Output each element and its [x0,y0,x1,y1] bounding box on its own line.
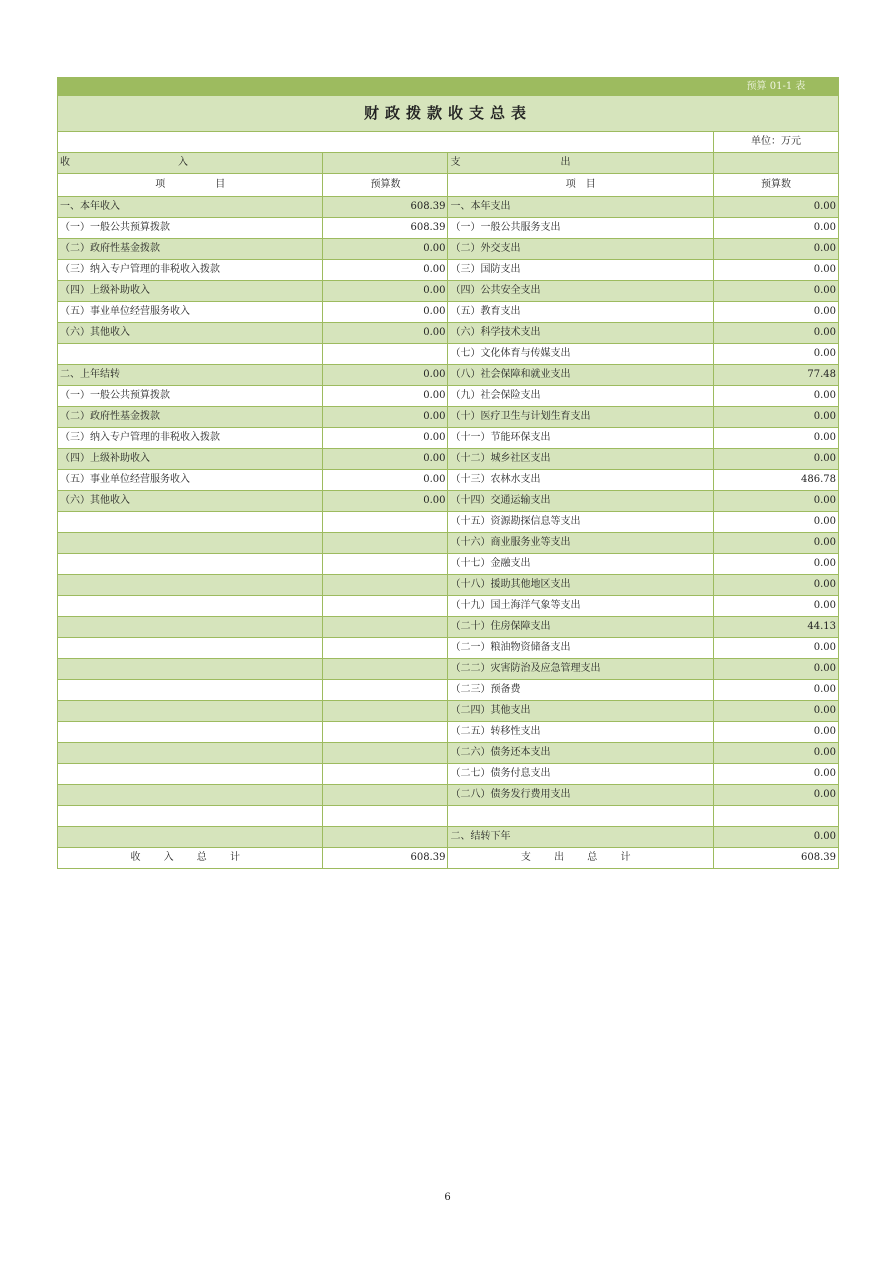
table-row [58,659,839,680]
income-item [58,344,323,365]
income-value: 608.39 [323,197,448,218]
income-value: 0.00 [323,428,448,449]
table-row [58,428,839,449]
expense-item: （二十）住房保障支出 [448,617,713,638]
table-row [58,218,839,239]
income-item [58,554,323,575]
income-value: 0.00 [323,365,448,386]
income-value [323,344,448,365]
expense-item: （十四）交通运输支出 [448,491,713,512]
expense-item: （二二）灾害防治及应急管理支出 [448,659,713,680]
income-item [58,659,323,680]
expense-item [448,806,713,827]
expense-item: （二七）债务付息支出 [448,764,713,785]
income-item [58,827,323,848]
table-row [58,407,839,428]
col-budget-expense: 预算数 [713,174,838,197]
table-row [58,344,839,365]
expense-value: 0.00 [713,302,838,323]
income-value [323,827,448,848]
expense-value: 0.00 [713,659,838,680]
income-item: （五）事业单位经营服务收入 [58,302,323,323]
table-row [58,197,839,218]
total-expense-value: 608.39 [713,848,838,869]
section-expense-header: 支 出 [448,153,713,174]
title-row [58,96,839,132]
expense-value: 77.48 [713,365,838,386]
income-value [323,638,448,659]
col-budget-income: 预算数 [323,174,448,197]
income-item: 一、本年收入 [58,197,323,218]
income-item [58,701,323,722]
expense-item: （十二）城乡社区支出 [448,449,713,470]
expense-item: （十九）国土海洋气象等支出 [448,596,713,617]
table-row [58,701,839,722]
expense-item: （二八）债务发行费用支出 [448,785,713,806]
table-title: 财政拨款收支总表 [58,96,839,132]
table-row [58,806,839,827]
income-item: （六）其他收入 [58,323,323,344]
table-row [58,239,839,260]
expense-value: 0.00 [713,260,838,281]
expense-value: 0.00 [713,239,838,260]
expense-item: （七）文化体育与传媒支出 [448,344,713,365]
income-value: 0.00 [323,407,448,428]
income-value [323,785,448,806]
expense-value: 0.00 [713,764,838,785]
section-header-row [58,153,839,174]
expense-item: （六）科学技术支出 [448,323,713,344]
income-value: 0.00 [323,491,448,512]
expense-item: 二、结转下年 [448,827,713,848]
income-value: 0.00 [323,449,448,470]
income-item: 二、上年结转 [58,365,323,386]
unit-row [58,132,839,153]
table-row [58,785,839,806]
income-item [58,680,323,701]
expense-item: （三）国防支出 [448,260,713,281]
income-item: （六）其他收入 [58,491,323,512]
expense-value: 0.00 [713,344,838,365]
income-item [58,806,323,827]
total-income-label: 收 入 总 计 [58,848,323,869]
expense-value: 0.00 [713,428,838,449]
table-row [58,764,839,785]
income-item: （四）上级补助收入 [58,281,323,302]
section-income-header: 收 入 [58,153,323,174]
income-item [58,638,323,659]
table-code-row [58,78,839,96]
table-code: 预算 01-1 表 [713,78,838,96]
expense-item: （二三）预备费 [448,680,713,701]
expense-value: 0.00 [713,575,838,596]
income-value [323,680,448,701]
budget-summary-table [57,77,839,869]
total-row [58,848,839,869]
table-row [58,554,839,575]
income-value [323,722,448,743]
table-row [58,260,839,281]
col-item-expense: 项 目 [448,174,713,197]
income-item: （三）纳入专户管理的非税收入拨款 [58,260,323,281]
income-value [323,743,448,764]
expense-item: （十）医疗卫生与计划生育支出 [448,407,713,428]
income-item [58,722,323,743]
income-item: （一）一般公共预算拨款 [58,218,323,239]
expense-value: 0.00 [713,554,838,575]
expense-item: （四）公共安全支出 [448,281,713,302]
expense-item: （十七）金融支出 [448,554,713,575]
expense-item: （二六）债务还本支出 [448,743,713,764]
table-row [58,617,839,638]
column-header-row [58,174,839,197]
income-value: 0.00 [323,470,448,491]
expense-value: 0.00 [713,491,838,512]
table-row [58,638,839,659]
income-value [323,659,448,680]
expense-item: （二四）其他支出 [448,701,713,722]
income-value [323,806,448,827]
expense-value: 0.00 [713,449,838,470]
income-item [58,596,323,617]
income-value: 608.39 [323,218,448,239]
income-item [58,743,323,764]
table-row [58,827,839,848]
income-item: （二）政府性基金拨款 [58,407,323,428]
expense-item: （二）外交支出 [448,239,713,260]
expense-value: 0.00 [713,512,838,533]
expense-item: （二五）转移性支出 [448,722,713,743]
income-item [58,785,323,806]
expense-value: 0.00 [713,827,838,848]
total-expense-label: 支 出 总 计 [448,848,713,869]
income-value: 0.00 [323,260,448,281]
expense-item: 一、本年支出 [448,197,713,218]
table-row [58,722,839,743]
income-value [323,554,448,575]
income-value: 0.00 [323,386,448,407]
table-row [58,449,839,470]
expense-value: 0.00 [713,785,838,806]
income-item [58,764,323,785]
table-row [58,302,839,323]
expense-value: 0.00 [713,386,838,407]
expense-value: 0.00 [713,596,838,617]
table-row [58,512,839,533]
income-value [323,617,448,638]
expense-item: （十一）节能环保支出 [448,428,713,449]
table-row [58,680,839,701]
income-value: 0.00 [323,239,448,260]
expense-value: 0.00 [713,218,838,239]
expense-item: （一）一般公共服务支出 [448,218,713,239]
table-row [58,365,839,386]
table-row [58,533,839,554]
income-item [58,617,323,638]
income-value: 0.00 [323,302,448,323]
income-value: 0.00 [323,323,448,344]
expense-value: 0.00 [713,407,838,428]
expense-value: 0.00 [713,533,838,554]
expense-item: （九）社会保险支出 [448,386,713,407]
expense-value: 44.13 [713,617,838,638]
table-row [58,386,839,407]
expense-value: 0.00 [713,722,838,743]
income-value [323,512,448,533]
expense-item: （十五）资源勘探信息等支出 [448,512,713,533]
expense-value: 0.00 [713,323,838,344]
table-row [58,743,839,764]
income-value [323,533,448,554]
unit-label: 单位：万元 [713,132,838,153]
table-row [58,491,839,512]
income-item: （二）政府性基金拨款 [58,239,323,260]
expense-item: （八）社会保障和就业支出 [448,365,713,386]
table-row [58,323,839,344]
page-number: 6 [444,1192,451,1203]
table-row [58,470,839,491]
income-value: 0.00 [323,281,448,302]
table-row [58,575,839,596]
expense-value: 0.00 [713,701,838,722]
expense-value [713,806,838,827]
income-item [58,575,323,596]
table-row [58,281,839,302]
income-item [58,512,323,533]
expense-value: 0.00 [713,680,838,701]
expense-value: 0.00 [713,197,838,218]
col-item-income: 项 目 [58,174,323,197]
expense-value: 0.00 [713,638,838,659]
expense-value: 486.78 [713,470,838,491]
income-value [323,596,448,617]
income-item: （三）纳入专户管理的非税收入拨款 [58,428,323,449]
table-row [58,596,839,617]
income-value [323,764,448,785]
income-item: （五）事业单位经营服务收入 [58,470,323,491]
total-income-value: 608.39 [323,848,448,869]
income-item [58,533,323,554]
income-item: （四）上级补助收入 [58,449,323,470]
expense-item: （二一）粮油物资储备支出 [448,638,713,659]
expense-item: （十三）农林水支出 [448,470,713,491]
income-value [323,701,448,722]
expense-item: （十八）援助其他地区支出 [448,575,713,596]
income-item: （一）一般公共预算拨款 [58,386,323,407]
expense-value: 0.00 [713,743,838,764]
expense-value: 0.00 [713,281,838,302]
expense-item: （十六）商业服务业等支出 [448,533,713,554]
expense-item: （五）教育支出 [448,302,713,323]
income-value [323,575,448,596]
